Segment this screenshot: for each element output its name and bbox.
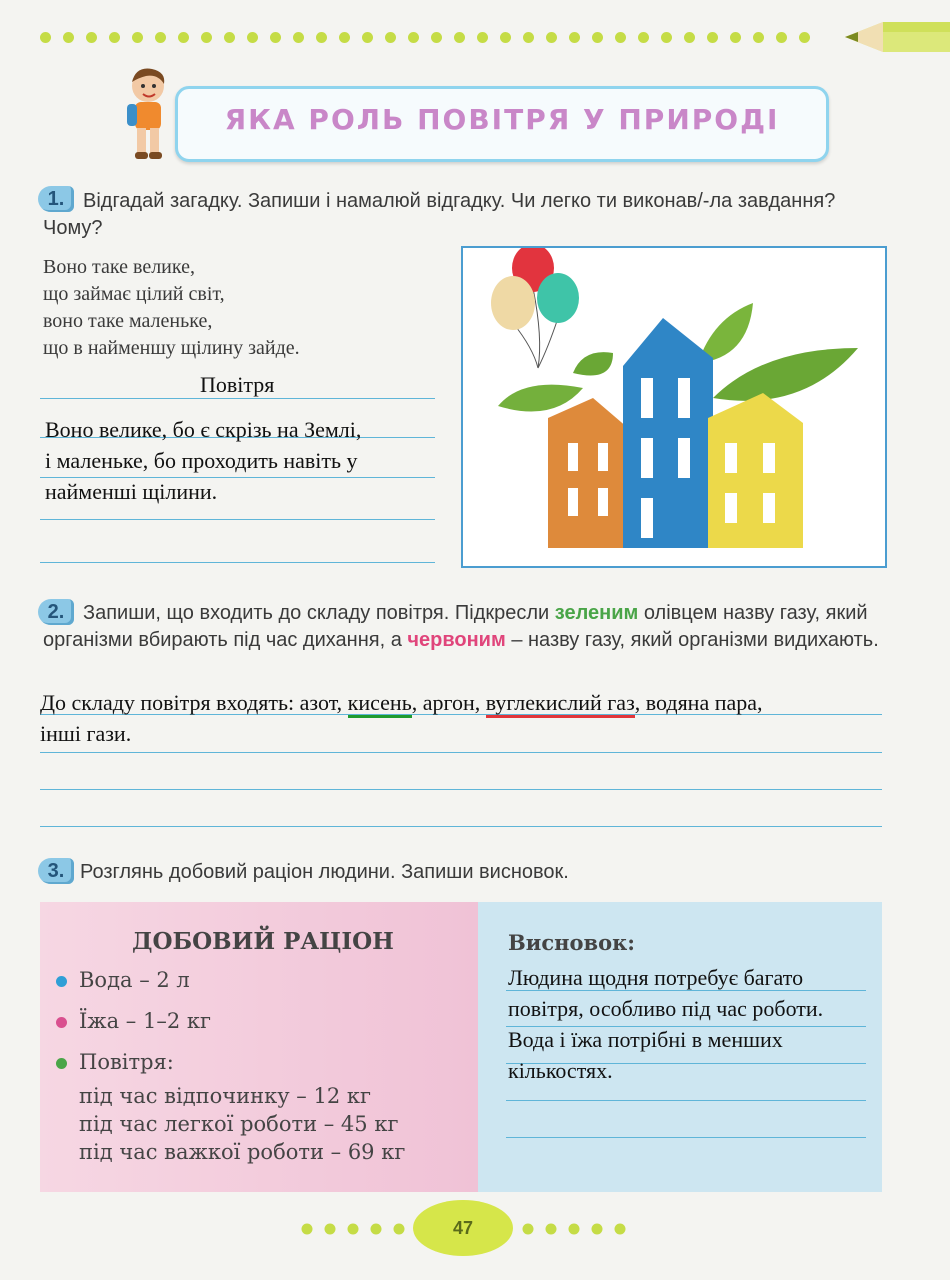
diet-item-label: Вода – 2 л <box>79 968 190 992</box>
boy-illustration <box>118 66 178 166</box>
answer-part: До складу повітря входять: азот, <box>40 690 348 715</box>
answer-line: і маленьке, бо проходить навіть у <box>45 448 358 473</box>
task2-prompt <box>43 600 888 654</box>
task2-prompt-part: олівцем назву газу, який організми вбирають під час дихання, а <box>43 602 868 651</box>
task1-prompt: Відгадай загадку. Запиши і намалюй відгадку. Чи легко ти виконав/-ла завдання? Чому? <box>43 190 836 239</box>
writing-line <box>40 562 435 563</box>
riddle <box>43 254 463 362</box>
riddle-line: що займає цілий світ, <box>43 283 225 305</box>
task3-number-badge: 3. <box>38 858 74 884</box>
diet-item-label: Їжа – 1–2 кг <box>79 1009 212 1033</box>
answer-part: , аргон, <box>411 690 486 715</box>
bullet-icon <box>56 1058 67 1069</box>
task3-prompt: Розглянь добовий раціон людини. Запиши висновок. <box>80 861 569 883</box>
answer-line: найменші щілини. <box>45 479 218 504</box>
answer-title[interactable]: Повітря <box>200 372 275 397</box>
diet-panel <box>40 902 480 1192</box>
riddle-line: що в найменшу щілину зайде. <box>43 337 300 359</box>
conclusion-line: Людина щодня потребує багато <box>508 965 804 990</box>
air-line: під час важкої роботи – 69 кг <box>79 1140 406 1164</box>
red-keyword: червоним <box>407 629 506 651</box>
writing-line <box>506 1100 866 1101</box>
diet-item-food <box>56 1009 211 1033</box>
conclusion-panel <box>478 902 882 1192</box>
answer-part: , водяна пара, <box>634 690 763 715</box>
diet-item-label: Повітря: <box>79 1050 174 1074</box>
title-banner <box>175 86 829 162</box>
air-line: під час легкої роботи – 45 кг <box>79 1112 399 1136</box>
houses-balloons-illustration <box>463 248 885 566</box>
bullet-icon <box>56 976 67 987</box>
task2-answer-line2[interactable]: інші гази. <box>40 721 132 746</box>
writing-line <box>40 826 882 827</box>
pencil-icon <box>845 18 950 56</box>
task2-answer[interactable] <box>40 687 900 718</box>
task2-number-badge: 2. <box>38 599 74 625</box>
bullet-icon <box>56 1017 67 1028</box>
drawing-frame <box>461 246 887 568</box>
diet-title: ДОБОВИЙ РАЦІОН <box>132 928 394 955</box>
answer-text[interactable] <box>45 414 445 507</box>
task2-prompt-part: Запиши, що входить до складу повітря. Підкресли <box>83 602 555 624</box>
conclusion-line: кількостях. <box>508 1058 613 1083</box>
writing-line <box>40 789 882 790</box>
task1-number-badge: 1. <box>38 186 74 212</box>
conclusion-line: Вода і їжа потрібні в менших <box>508 1027 783 1052</box>
diet-item-water <box>56 968 190 992</box>
co2-underlined-red: вуглекислий газ <box>486 690 635 718</box>
air-line: під час відпочинку – 12 кг <box>79 1084 372 1108</box>
conclusion-line: повітря, особливо під час роботи. <box>508 996 824 1021</box>
green-keyword: зеленим <box>554 602 639 624</box>
conclusion-title: Висновок: <box>508 930 636 955</box>
top-dots-decoration <box>40 30 840 44</box>
writing-line <box>40 519 435 520</box>
diet-item-air <box>56 1050 174 1074</box>
task2-prompt-part: – назву газу, який організми видихають. <box>505 629 879 651</box>
page-title: ЯКА РОЛЬ ПОВІТРЯ У ПРИРОДІ <box>224 103 780 136</box>
air-amounts <box>79 1082 405 1166</box>
riddle-line: Воно таке велике, <box>43 256 195 278</box>
oxygen-underlined-green: кисень <box>348 690 412 718</box>
writing-line <box>40 752 882 753</box>
page-number: 47 <box>413 1200 513 1256</box>
answer-line: Воно велике, бо є скрізь на Землі, <box>45 417 362 442</box>
conclusion-text[interactable] <box>508 962 888 1086</box>
riddle-line: воно таке маленьке, <box>43 310 213 332</box>
writing-line <box>506 1137 866 1138</box>
